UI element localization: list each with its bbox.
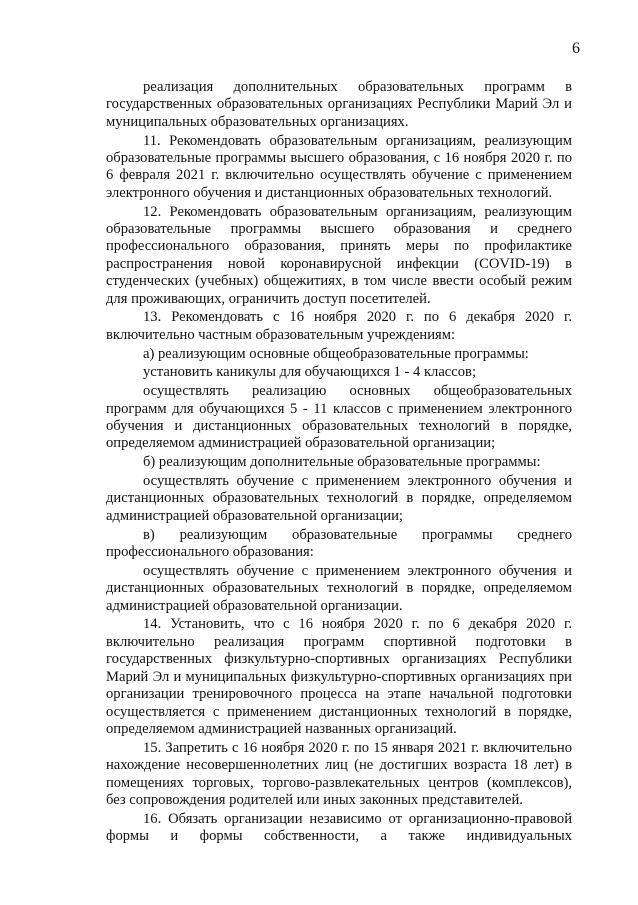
paragraph-item-13a-distance: осуществлять реализацию основных общеобразовательных программ для обучающихся 5 - 11 классов с применением электронного обучения и дистанционных образовательных технологий в порядке, определяемом администрацией образовательной организации;	[106, 383, 572, 452]
paragraph-item-13c: в) реализующим образовательные программы среднего профессионального образования:	[106, 526, 572, 561]
paragraph-item-13a-holidays: установить каникулы для обучающихся 1 - 4 классов;	[143, 364, 476, 381]
paragraph-item-12: 12. Рекомендовать образовательным организациям, реализующим образовательные программы высшего образования и среднего профессионального образования, принять меры по профилактике распространения новой коронавирусной инфекции (COVID-19) в студенческих (учебных) общежитиях, в том числе ввести особый режим для проживающих, ограничить доступ посетителей.	[106, 203, 572, 307]
paragraph-item-13b-distance: осуществлять обучение с применением электронного обучения и дистанционных образовательных технологий в порядке, определяемом администрацией образовательной организации;	[106, 473, 572, 524]
paragraph-item-13c-distance: осуществлять обучение с применением электронного обучения и дистанционных образовательных технологий в порядке, определяемом администрацией образовательной организации.	[106, 562, 572, 614]
paragraph-item-14: 14. Установить, что с 16 ноября 2020 г. по 6 декабря 2020 г. включительно реализация программ спортивной подготовки в государственных физкультурно-спортивных организациях Республики Марий Эл и муниципальных физкультурно-спортивных организациях при организации тренировочного процесса на этапе начальной подготовки осуществляется с применением дистанционных технологий в порядке, определяемом администрацией названных организаций.	[106, 616, 572, 737]
paragraph-item-11: 11. Рекомендовать образовательным организациям, реализующим образовательные программы высшего образования, с 16 ноября 2020 г. по 6 февраля 2021 г. включительно осуществлять обучение с применением электронного обучения и дистанционных образовательных технологий.	[106, 132, 572, 201]
page-number: 6	[572, 40, 580, 57]
paragraph-item-16: 16. Обязать организации независимо от организационно-правовой формы и формы собственности, а также индивидуальных	[106, 810, 572, 845]
paragraph-continuation: реализация дополнительных образовательных программ в государственных образовательных организациях Республики Марий Эл и муниципальных образовательных организациях.	[106, 79, 572, 130]
document-body	[106, 79, 572, 847]
paragraph-item-13b: б) реализующим дополнительные образовательные программы:	[143, 454, 541, 471]
paragraph-item-15: 15. Запретить с 16 ноября 2020 г. по 15 января 2021 г. включительно нахождение несовершеннолетних лиц (не достигших возраста 18 лет) в помещениях торговых, торгово-развлекательных центров (комплексов), без сопровождения родителей или иных законных представителей.	[106, 739, 572, 808]
paragraph-item-13a: а) реализующим основные общеобразовательные программы:	[143, 345, 529, 362]
paragraph-item-13: 13. Рекомендовать с 16 ноября 2020 г. по 6 декабря 2020 г. включительно частным образовательным учреждениям:	[106, 309, 572, 343]
